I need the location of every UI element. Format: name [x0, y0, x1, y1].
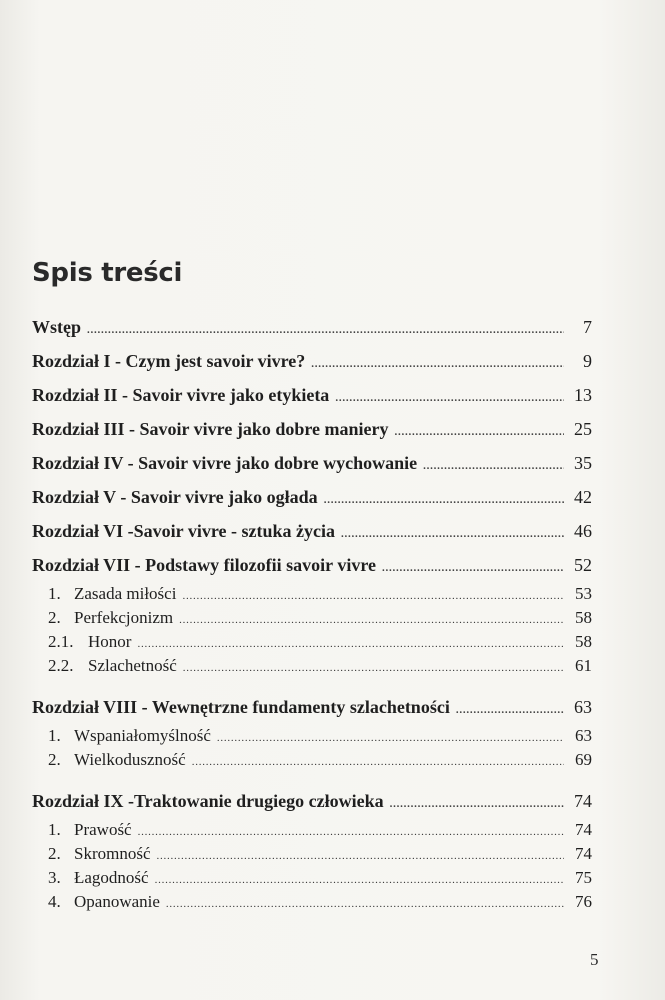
toc-entry-chapter-9: [32, 784, 592, 818]
toc-subentry-label: Szlachetność: [88, 656, 177, 675]
toc-subentry-number: 2.: [48, 844, 61, 863]
dot-leader: [192, 750, 564, 774]
toc-subentry-number: 1.: [48, 584, 61, 603]
dot-leader: [138, 820, 564, 844]
toc-entry-page: 46: [574, 521, 592, 541]
toc-entry-chapter-4: [32, 446, 592, 480]
toc-entry-label: Rozdział IV - Savoir vivre jako dobre wychowanie: [32, 453, 418, 473]
toc-subentry: [32, 748, 592, 772]
toc-subentry: [32, 654, 592, 678]
toc-subentry-number: 1.: [48, 726, 61, 745]
page-number: 5: [590, 950, 599, 969]
toc-subentry-page: 63: [575, 726, 592, 745]
toc-entry-chapter-5: [32, 480, 592, 514]
toc-entry-label: Rozdział IX -Traktowanie drugiego człowieka: [32, 791, 384, 811]
toc-subentry-label: Skromność: [74, 844, 151, 863]
toc-subentry: [32, 630, 592, 654]
toc-subentry-label: Prawość: [74, 820, 132, 839]
toc-subentry-page: 75: [575, 868, 592, 887]
toc-subentry-number: 1.: [48, 820, 61, 839]
toc-entry-chapter-6: [32, 514, 592, 548]
toc-subentry-number: 2.1.: [48, 632, 74, 651]
toc-subentry-label: Perfekcjonizm: [74, 608, 174, 627]
dot-leader: [137, 632, 564, 656]
toc-subentry-number: 2.: [48, 608, 61, 627]
toc-entry-chapter-2: [32, 378, 592, 412]
toc-entry-page: 9: [583, 351, 592, 371]
toc-subentry: [32, 606, 592, 630]
toc-entry-label: Rozdział VIII - Wewnętrzne fundamenty szlachetności: [32, 697, 450, 717]
toc-subentry-page: 69: [575, 750, 592, 769]
toc-subentry-page: 76: [575, 892, 592, 911]
dot-leader: [157, 844, 565, 868]
toc-subentry-number: 3.: [48, 868, 61, 887]
toc-subentry-page: 53: [575, 584, 592, 603]
dot-leader: [155, 868, 564, 892]
toc-entry-chapter-1: [32, 344, 592, 378]
toc-subentry: [32, 866, 592, 890]
toc-entry-label: Rozdział VI -Savoir vivre - sztuka życia: [32, 521, 335, 541]
toc-subentry: [32, 818, 592, 842]
toc-subentry-number: 2.: [48, 750, 61, 769]
dot-leader: [335, 381, 564, 415]
toc-entry-page: 63: [574, 697, 592, 717]
toc-subentry-page: 58: [575, 608, 592, 627]
toc-subentry-page: 74: [575, 844, 592, 863]
toc-entry-wstep: [32, 310, 592, 344]
toc-subentry-label: Zasada miłości: [74, 584, 177, 603]
dot-leader: [382, 551, 564, 585]
toc-subentry-label: Łagodność: [74, 868, 149, 887]
table-of-contents: [32, 310, 592, 914]
dot-leader: [456, 693, 564, 727]
dot-leader: [217, 726, 564, 750]
dot-leader: [395, 415, 565, 449]
toc-subentry: [32, 582, 592, 606]
toc-subentry-page: 58: [575, 632, 592, 651]
toc-entry-page: 52: [574, 555, 592, 575]
toc-entry-page: 7: [583, 317, 592, 337]
toc-entry-chapter-8: [32, 690, 592, 724]
toc-entry-label: Rozdział III - Savoir vivre jako dobre maniery: [32, 419, 389, 439]
toc-entry-page: 25: [574, 419, 592, 439]
toc-subentry-page: 74: [575, 820, 592, 839]
toc-subentry-label: Opanowanie: [74, 892, 160, 911]
toc-subentry: [32, 842, 592, 866]
toc-subentry-number: 4.: [48, 892, 61, 911]
toc-entry-label: Rozdział II - Savoir vivre jako etykieta: [32, 385, 330, 405]
toc-entry-label: Rozdział I - Czym jest savoir vivre?: [32, 351, 306, 371]
dot-leader: [311, 347, 564, 381]
toc-entry-label: Rozdział VII - Podstawy filozofii savoir vivre: [32, 555, 376, 575]
toc-subentry-label: Wielkoduszność: [74, 750, 186, 769]
toc-subentry-page: 61: [575, 656, 592, 675]
toc-entry-page: 13: [574, 385, 592, 405]
toc-subentry: [32, 724, 592, 748]
toc-entry-chapter-3: [32, 412, 592, 446]
toc-entry-page: 42: [574, 487, 592, 507]
dot-leader: [179, 608, 564, 632]
dot-leader: [183, 656, 564, 680]
dot-leader: [341, 517, 564, 551]
dot-leader: [166, 892, 564, 916]
toc-subentry-label: Honor: [88, 632, 132, 651]
toc-entry-label: Wstęp: [32, 317, 81, 337]
toc-subentry-number: 2.2.: [48, 656, 74, 675]
toc-entry-page: 74: [574, 791, 592, 811]
dot-leader: [182, 584, 564, 608]
toc-entry-label: Rozdział V - Savoir vivre jako ogłada: [32, 487, 318, 507]
toc-entry-chapter-7: [32, 548, 592, 582]
toc-entry-page: 35: [574, 453, 592, 473]
dot-leader: [324, 483, 564, 517]
toc-subentry: [32, 890, 592, 914]
dot-leader: [390, 787, 564, 821]
dot-leader: [87, 313, 564, 347]
page-title: Spis treści: [32, 258, 183, 288]
toc-subentry-label: Wspaniałomyślność: [74, 726, 211, 745]
dot-leader: [423, 449, 564, 483]
